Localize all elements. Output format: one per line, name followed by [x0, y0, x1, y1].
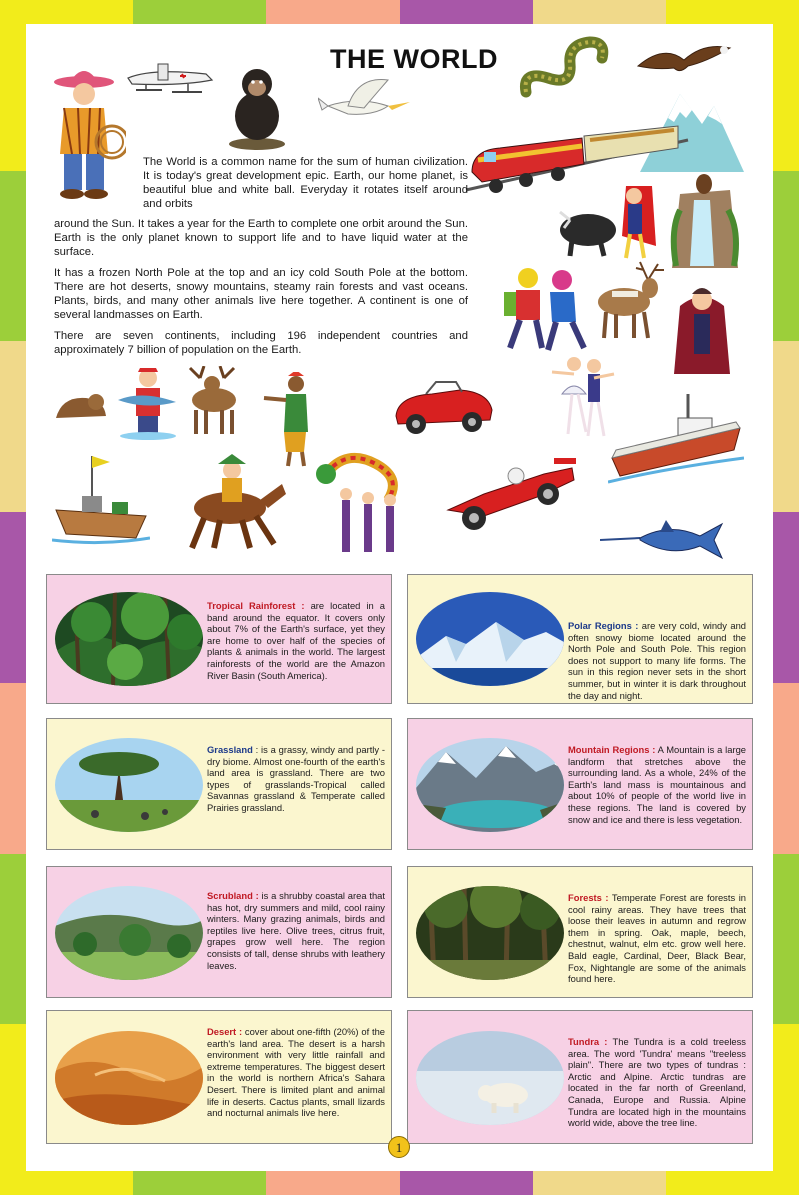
- grassland-heading: Grassland: [207, 744, 253, 755]
- tropical-rainforest-text: [207, 600, 385, 681]
- biome-card-grassland: [46, 718, 392, 850]
- seal-illustration: [52, 388, 110, 422]
- rainforest-photo: [55, 592, 203, 686]
- tundra-heading: Tundra :: [568, 1036, 608, 1047]
- hikers-illustration: [496, 260, 594, 354]
- tundra-description: The Tundra is a cold treeless area. The word 'Tundra' means "treeless plain". There are two types of tundras : Arctic and Alpine. Arctic tundras are located in the far north of Greenland, Canada, Europe and Russia. Alpine Tundra are located high in the mountains world wide, above the tree line.: [568, 1036, 746, 1129]
- biome-card-forests: [407, 866, 753, 998]
- biome-card-scrubland: [46, 866, 392, 998]
- page-border-top: [0, 0, 799, 24]
- tropical-rainforest-heading: Tropical Rainforest :: [207, 600, 305, 611]
- polar-regions-photo: [416, 592, 564, 686]
- biome-card-tundra: [407, 1010, 753, 1144]
- intro-paragraph-continents: There are seven continents, including 196 independent countries and approximately 7 billion of population on the Earth.: [54, 330, 468, 356]
- biome-card-polar-regions: [407, 574, 753, 704]
- scrubland-text: [207, 890, 385, 971]
- intro-body: [54, 217, 468, 364]
- matador-and-bull-illustration: [556, 176, 664, 262]
- polar-regions-heading: Polar Regions :: [568, 620, 639, 631]
- tropical-rainforest-description: are located in a band around the equator. It covers only about 7% of the Earth's surface, yet they are home to over half of the species of plants & animals in the world. The largest rainforests of the world are the Amazon River Basin (South America).: [207, 600, 385, 681]
- page-border-bottom: [0, 1171, 799, 1195]
- waterfall-with-bear-illustration: [666, 170, 742, 270]
- page-content: [26, 24, 773, 1171]
- mountain-regions-description: A Mountain is a large landform that stretches above the surrounding land. As a whole, 24% of the Earth's land mass is mountainous and about 10% of people of the world live in these regions. The land is covered by snow and ice and there is less vegetation.: [568, 744, 746, 825]
- cowboy-on-horse-illustration: [180, 448, 290, 552]
- polar-regions-text: [568, 620, 746, 701]
- scrubland-heading: Scrubland :: [207, 890, 259, 901]
- man-in-cloak-illustration: [670, 278, 734, 378]
- tundra-text: [568, 1036, 746, 1129]
- chimpanzee-illustration: [226, 64, 288, 150]
- cowboy-with-lasso-illustration: [42, 62, 126, 202]
- forests-photo: [416, 886, 564, 980]
- intro-paragraph-start: The World is a common name for the sum of human civilization. It is today's great development epic. Earth, our home planet, is beautiful blue and white ball. Everyday it rotates itself around and orbits: [143, 156, 468, 210]
- tanker-ship-illustration: [608, 388, 744, 488]
- desert-heading: Desert :: [207, 1026, 243, 1037]
- grassland-photo: [55, 738, 203, 832]
- polar-regions-description: are very cold, windy and often snowy biome located around the North Pole and South Pole. This region does not support to many life forms. The sun in this region never sets in the short summer, but in winter it is dark throughout the day and night.: [568, 620, 746, 701]
- scrubland-photo: [55, 886, 203, 980]
- page-border-left: [0, 0, 26, 1195]
- moose-illustration: [184, 366, 244, 436]
- mountain-regions-photo: [416, 738, 564, 832]
- forests-description: Temperate Forest are forests in cool rainy areas. They have trees that loose their leaves in autumn and regrow them in spring. Oak, maple, beech, chestnut, walnut, elm etc. grow well here. Bald eagle, Cardinal, Deer, Black Bear, Fox, Nightangle are some of the animals found here.: [568, 892, 746, 985]
- race-car-illustration: [444, 454, 580, 534]
- grassland-description: : is a grassy, windy and partly - dry biome. Almost one-fourth of the earth's land area is grassland. There are two types of grasslands-Tropical called Savannas grassland & Temperate called Prairies grassland.: [207, 744, 385, 813]
- mountain-regions-heading: Mountain Regions :: [568, 744, 656, 755]
- red-car-illustration: [392, 376, 496, 438]
- cargo-ship-illustration: [52, 450, 150, 546]
- forests-heading: Forests :: [568, 892, 609, 903]
- desert-photo: [55, 1031, 203, 1125]
- grassland-text: [207, 744, 385, 814]
- intro-paragraph-poles: It has a frozen North Pole at the top and an icy cold South Pole at the bottom. There are hot deserts, snowy mountains, steamy rain forests and vast oceans. Plants, birds, and many other animals live here together. A continent is one of several landmasses on Earth.: [54, 267, 468, 321]
- page-border-right: [773, 0, 799, 1195]
- intro-paragraph-continued: around the Sun. It takes a year for the Earth to complete one orbit around the Sun. Earth is the only planet known to support life and to have liquid water at the surface.: [54, 218, 468, 258]
- reindeer-illustration: [588, 260, 674, 340]
- forests-text: [568, 892, 746, 985]
- desert-description: cover about one-fifth (20%) of the earth's land area. The desert is a harsh environment with very little rainfall and extreme temperatures. The biggest desert in the world is northern Africa's Sahara Desert. There is limited plant and animal life in deserts. Cactus plants, small lizards and nocturnal animals live here.: [207, 1026, 385, 1119]
- swordfish-illustration: [600, 518, 724, 562]
- biome-card-tropical-rainforest: [46, 574, 392, 704]
- page-number: 1: [388, 1136, 410, 1158]
- dragon-dance-illustration: [316, 444, 420, 556]
- scrubland-description: is a shrubby coastal area that has hot, dry summers and mild, cool rainy winters. Many grazing animals, birds and reptiles live here. Olive trees, citrus fruit, grapes grow well here. The region consists of tall, dense shrubs with leathery leaves.: [207, 890, 385, 971]
- biome-card-desert: [46, 1010, 392, 1144]
- mountain-regions-text: [568, 744, 746, 825]
- biome-card-mountain-regions: [407, 718, 753, 850]
- white-bird-illustration: [318, 76, 418, 140]
- desert-text: [207, 1026, 385, 1119]
- page-title: THE WORLD: [330, 44, 498, 74]
- fisherman-illustration: [116, 366, 178, 440]
- eagle-illustration: [634, 40, 734, 78]
- tundra-photo: [416, 1031, 564, 1125]
- snake-illustration: [512, 34, 612, 106]
- seaplane-illustration: [122, 60, 216, 100]
